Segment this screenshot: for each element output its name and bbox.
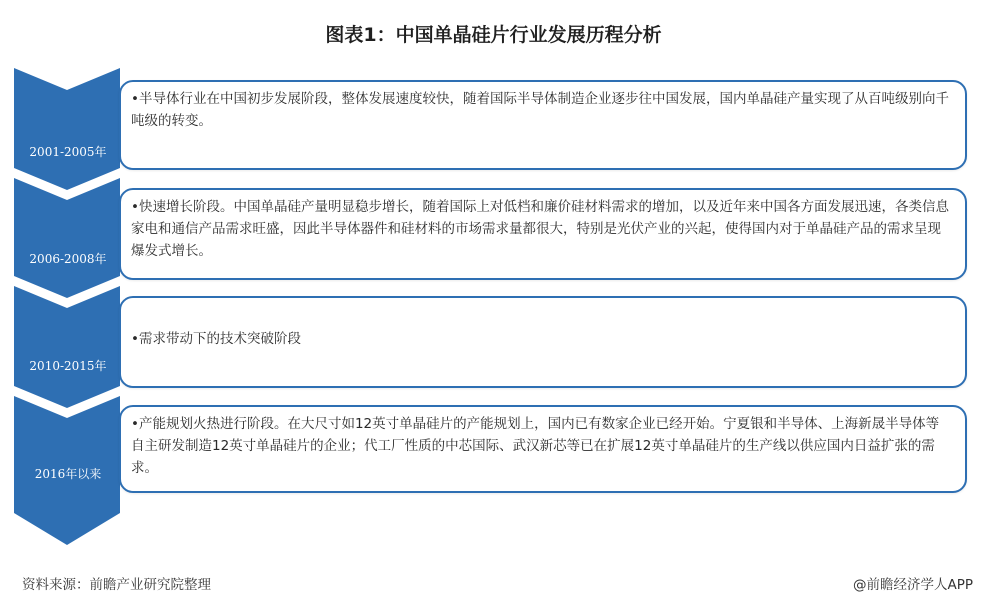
period-label-1: 2001-2005年 [29, 145, 107, 159]
period-label-3: 2010-2015年 [29, 359, 107, 373]
period-label-2: 2006-2008年 [29, 252, 107, 266]
source-note: 资料来源：前瞻产业研究院整理 [22, 577, 211, 593]
stage-box-2 [119, 188, 967, 280]
brand-credit: @前瞻经济学人APP [852, 577, 973, 593]
stage-text-1: •半导体行业在中国初步发展阶段，整体发展速度较快，随着国际半导体制造企业逐步往中国发展，国内单晶硅产量实现了从百吨级别向千吨级的转变。 [131, 91, 949, 129]
stage-text-3: •需求带动下的技术突破阶段 [131, 331, 301, 347]
stage-text-4: •产能规划火热进行阶段。在大尺寸如12英寸单晶硅片的产能规划上，国内已有数家企业已经开始。宁夏银和半导体、上海新晟半导体等自主研发制造12英寸单晶硅片的企业；代工厂性质的中芯国际、武汉新芯等已在扩展12英寸单晶硅片的生产线以供应国内日益扩张的需求。 [131, 416, 940, 476]
period-label-4: 2016年以来 [34, 467, 102, 481]
page-title: 图表1：中国单晶硅片行业发展历程分析 [325, 24, 662, 46]
stage-box-1 [119, 80, 967, 170]
stage-box-3 [119, 296, 967, 388]
chevron-stage-2 [14, 178, 120, 298]
chevron-stage-1 [14, 68, 120, 190]
chevron-stage-3 [14, 286, 120, 408]
stage-box-4 [119, 405, 967, 493]
stage-text-2: •快速增长阶段。中国单晶硅产量明显稳步增长，随着国际上对低档和廉价硅材料需求的增加，以及近年来中国各方面发展迅速，各类信息家电和通信产品需求旺盛，因此半导体器件和硅材料的市场需求量都很大，特别是光伏产业的兴起，使得国内对于单晶硅产品的需求呈现爆发式增长。 [131, 199, 949, 259]
